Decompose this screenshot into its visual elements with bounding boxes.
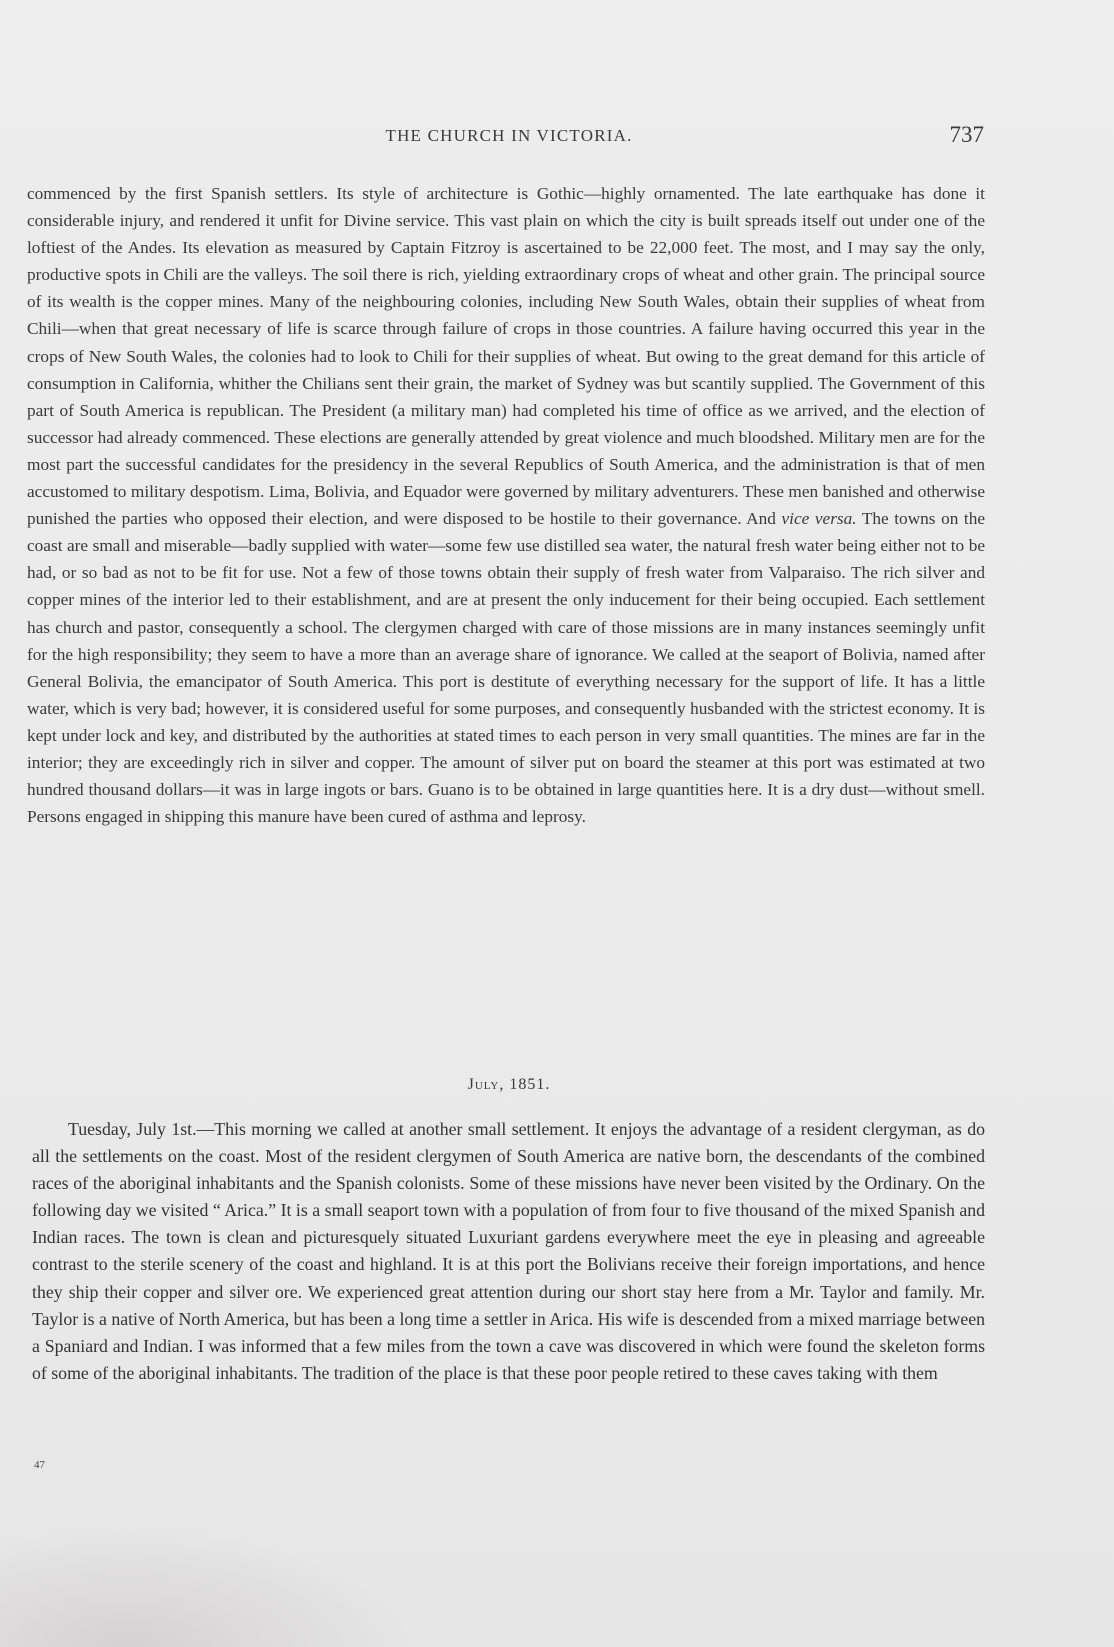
italic-phrase: vice versa. — [781, 509, 857, 529]
body-text-block-2 — [32, 1116, 985, 1387]
page-number: 737 — [949, 122, 984, 147]
running-title: THE CHURCH IN VICTORIA. — [385, 126, 633, 145]
page-stain — [0, 1527, 420, 1647]
section-heading: July, 1851. — [467, 1076, 551, 1093]
body-text-block-1 — [27, 180, 985, 830]
paragraph-text: commenced by the first Spanish settlers. Its style of architecture is Gothic—highly ornamented. The late earthquake has done it considerable injury, and rendered it unfit for Divine service. This vast plain on which the city is built spreads itself out under one of the loftiest of the Andes. Its elevation as measured by Captain Fitzroy is ascertained to be 22,000 feet. The most, and I may say the only, productive spots in Chili are the valleys. The soil there is rich, yielding extraordinary crops of wheat and other grain. The principal source of its wealth is the copper mines. Many of the neighbouring colonies, including New South Wales, obtain their supplies of wheat from Chili—when that great necessary of life is scarce through failure of crops in those countries. A failure having occurred this year in the crops of New South Wales, the colonies had to look to Chili for their supplies of wheat. But owing to the great demand for this article of consumption in California, whither the Chilians sent their grain, the market of Sydney was but scantily supplied. The Government of this part of South America is republican. The President (a military man) had completed his time of office as we arrived, and the election of successor had already commenced. These elections are generally attended by great violence and much bloodshed. Military men are for the most part the successful candidates for the presidency in the several Republics of South America, and the administration is that of men accustomed to military despotism. Lima, Bolivia, and Equador were governed by military adventurers. These men banished and otherwise punished the parties who opposed their election, and were disposed to be hostile to their governance. And — [27, 184, 985, 529]
printer-signature-mark: 47 — [34, 1459, 45, 1471]
paragraph — [27, 180, 985, 830]
page-header — [34, 122, 984, 152]
paragraph-text-continued: The towns on the coast are small and miserable—badly supplied with water—some few use distilled sea water, the natural fresh water being either not to be had, or so bad as not to be fit for use. Not a few of those towns obtain their supply of fresh water from Valparaiso. The rich silver and copper mines of the interior led to their establishment, and are at present the only inducement for their being occupied. Each settlement has church and pastor, consequently a school. The clergymen charged with care of those missions are in many instances seemingly unfit for the high responsibility; they seem to have a more than an average share of ignorance. We called at the seaport of Bolivia, named after General Bolivia, the emancipator of South America. This port is destitute of everything necessary for the support of life. It has a little water, which is very bad; however, it is considered useful for some purposes, and consequently husbanded with the strictest economy. It is kept under lock and key, and distributed by the authorities at stated times to each person in very small quantities. The mines are far in the interior; they are exceedingly rich in silver and copper. The amount of silver put on board the steamer at this port was estimated at two hundred thousand dollars—it was in large ingots or bars. Guano is to be obtained in large quantities here. It is a dry dust—without smell. Persons engaged in shipping this manure have been cured of asthma and leprosy. — [27, 509, 986, 827]
paragraph: Tuesday, July 1st.—This morning we called at another small settlement. It enjoys the advantage of a resident clergyman, as do all the settlements on the coast. Most of the resident clergymen of South America are native born, the descendants of the combined races of the aboriginal inhabitants and the Spanish colonists. Some of these missions have never been visited by the Ordinary. On the following day we visited “ Arica.” It is a small seaport town with a population of from four to five thousand of the mixed Spanish and Indian races. The town is clean and picturesquely situated Luxuriant gardens everywhere meet the eye in pleasing and agreeable contrast to the sterile scenery of the coast and highland. It is at this port the Bolivians receive their foreign importations, and hence they ship their copper and silver ore. We experienced great attention during our short stay here from a Mr. Taylor and family. Mr. Taylor is a native of North America, but has been a long time a settler in Arica. His wife is descended from a mixed marriage between a Spaniard and Indian. I was informed that a few miles from the town a cave was discovered in which were found the skeleton forms of some of the aboriginal inhabitants. The tradition of the place is that these poor people retired to these caves taking with them — [32, 1119, 985, 1383]
